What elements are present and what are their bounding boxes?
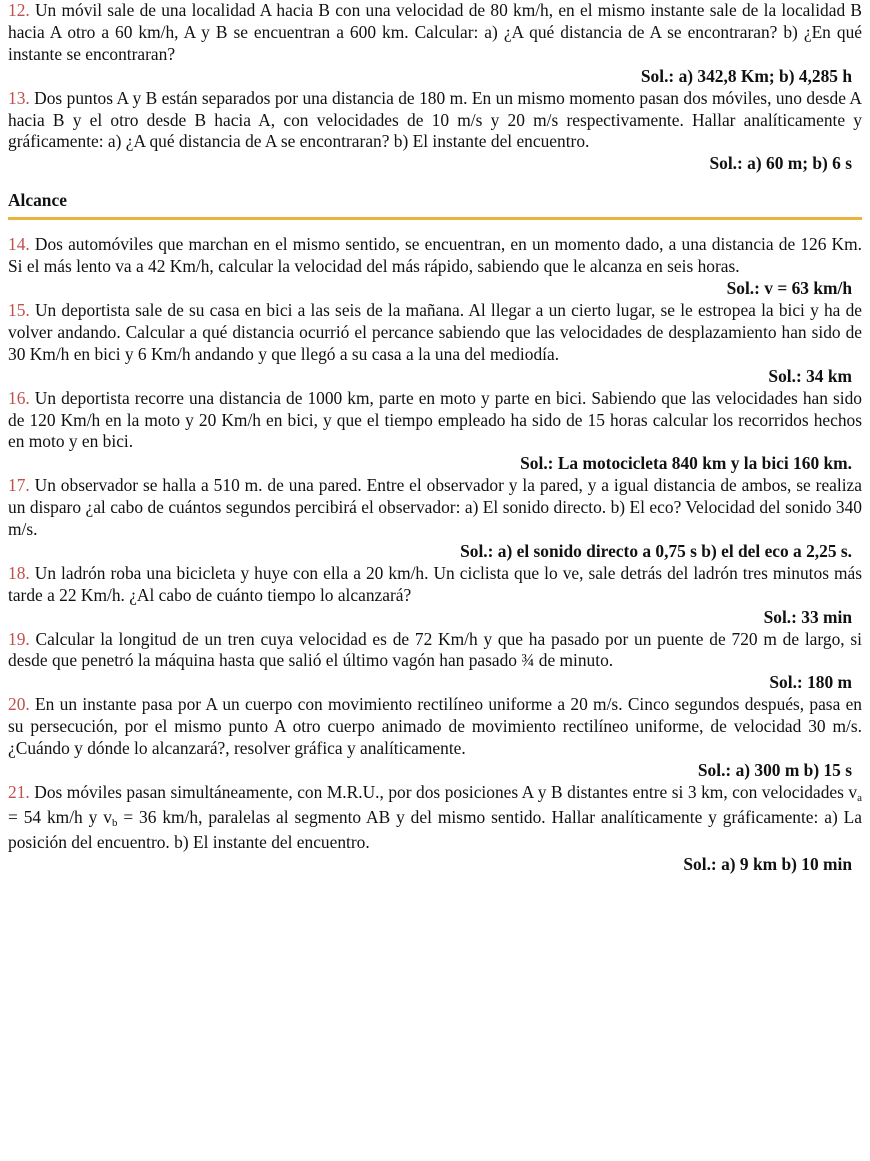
solution: Sol.: 34 km (768, 365, 852, 386)
problem-number: 19. (8, 628, 30, 649)
solution: Sol.: a) el sonido directo a 0,75 s b) el del eco a 2,25 s. (460, 540, 852, 561)
problem-text: Un deportista sale de su casa en bici a las seis de la mañana. Al llegar a un cierto lugar, se le estropea la bici y ha de volver andando. Calcular a qué distancia ocurrió el percance sabiendo que las velocidades de desplazamiento han sido de 30 Km/h en bici y 6 Km/h andando y que llegó a su casa a la una del mediodía. (8, 299, 862, 364)
problem-text-part3: = 36 km/h, paralelas al segmento AB y del mismo sentido. Hallar analíticamente y gráficamente: a) La posición del encuentro. b) El instante del encuentro. (8, 806, 863, 852)
solution: Sol.: 33 min (763, 606, 852, 627)
problem-text: Un observador se halla a 510 m. de una pared. Entre el observador y la pared, y a igual distancia de ambos, se realiza un disparo ¿al cabo de cuántos segundos percibirá el observador: a) El sonido directo. b) El eco? Velocidad del sonido 340 m/s. (8, 475, 862, 540)
section-alcance (8, 189, 862, 220)
problem-number: 17. (8, 475, 30, 496)
problem-14 (8, 234, 862, 300)
problem-12 (8, 0, 862, 88)
solution: Sol.: a) 9 km b) 10 min (683, 853, 852, 874)
problem-18 (8, 563, 862, 629)
problem-number: 14. (8, 234, 30, 255)
problem-number: 12. (8, 0, 30, 20)
problem-text: Dos puntos A y B están separados por una distancia de 180 m. En un mismo momento pasan dos móviles, uno desde A hacia B y el otro desde B hacia A, con velocidades de 10 m/s y 20 m/s respectivamente. Hallar analíticamente y gráficamente: a) ¿A qué distancia de A se encontraran? b) El instante del encuentro. (8, 87, 862, 152)
problem-text: Calcular la longitud de un tren cuya velocidad es de 72 Km/h y que ha pasado por un puente de 720 m de largo, si desde que penetró la máquina hasta que salió el último vagón han pasado ¾ de minuto. (8, 628, 862, 671)
problem-17 (8, 475, 862, 563)
subscript-a: a (857, 791, 862, 804)
problem-number: 13. (8, 87, 30, 108)
solution: Sol.: 180 m (769, 672, 852, 693)
solution: Sol.: v = 63 km/h (726, 278, 852, 299)
problem-text-part2: = 54 km/h y v (8, 806, 112, 827)
problem-21 (8, 782, 862, 876)
problem-text: Dos automóviles que marchan en el mismo sentido, se encuentran, en un momento dado, a una distancia de 126 Km. Si el más lento va a 42 Km/h, calcular la velocidad del más rápido, sabiendo que le alcanza en seis horas. (8, 234, 862, 277)
section-title: Alcance (8, 190, 67, 211)
problem-19 (8, 629, 862, 695)
section-divider (8, 217, 862, 220)
subscript-b: b (111, 816, 118, 829)
problem-number: 20. (8, 694, 30, 715)
problem-16 (8, 388, 862, 476)
problem-20 (8, 694, 862, 782)
problem-number: 15. (8, 299, 30, 320)
problem-number: 21. (8, 781, 30, 802)
problem-text: Un móvil sale de una localidad A hacia B con una velocidad de 80 km/h, en el mismo instante sale de la localidad B hacia A otro a 60 km/h, A y B se encuentran a 600 km. Calcular: a) ¿A qué distancia de A se encontraran? b) ¿En qué instante se encontraran? (8, 0, 862, 64)
solution: Sol.: a) 60 m; b) 6 s (709, 153, 852, 174)
problem-15 (8, 300, 862, 388)
problem-text: Un deportista recorre una distancia de 1000 km, parte en moto y parte en bici. Sabiendo que las velocidades han sido de 120 Km/h en la moto y 20 Km/h en bici, y que el tiempo empleado ha sido de 15 horas calcular los recorridos hechos en moto y en bici. (8, 387, 862, 452)
problem-number: 18. (8, 562, 30, 583)
problem-number: 16. (8, 387, 30, 408)
problem-13 (8, 88, 862, 176)
problem-text: En un instante pasa por A un cuerpo con movimiento rectilíneo uniforme a 20 m/s. Cinco segundos después, pasa en su persecución, por el mismo punto A otro cuerpo animado de movimiento rectilíneo uniforme, de velocidad 30 m/s. ¿Cuándo y dónde lo alcanzará?, resolver gráfica y analíticamente. (8, 694, 862, 759)
solution: Sol.: a) 300 m b) 15 s (697, 760, 852, 780)
solution: Sol.: La motocicleta 840 km y la bici 160 km. (520, 453, 852, 474)
solution: Sol.: a) 342,8 Km; b) 4,285 h (640, 65, 852, 86)
problem-text-part1: Dos móviles pasan simultáneamente, con M.R.U., por dos posiciones A y B distantes entre si 3 km, con velocidades v (29, 781, 858, 802)
problem-text: Un ladrón roba una bicicleta y huye con ella a 20 km/h. Un ciclista que lo ve, sale detrás del ladrón tres minutos más tarde a 22 Km/h. ¿Al cabo de cuánto tiempo lo alcanzará? (8, 562, 862, 605)
